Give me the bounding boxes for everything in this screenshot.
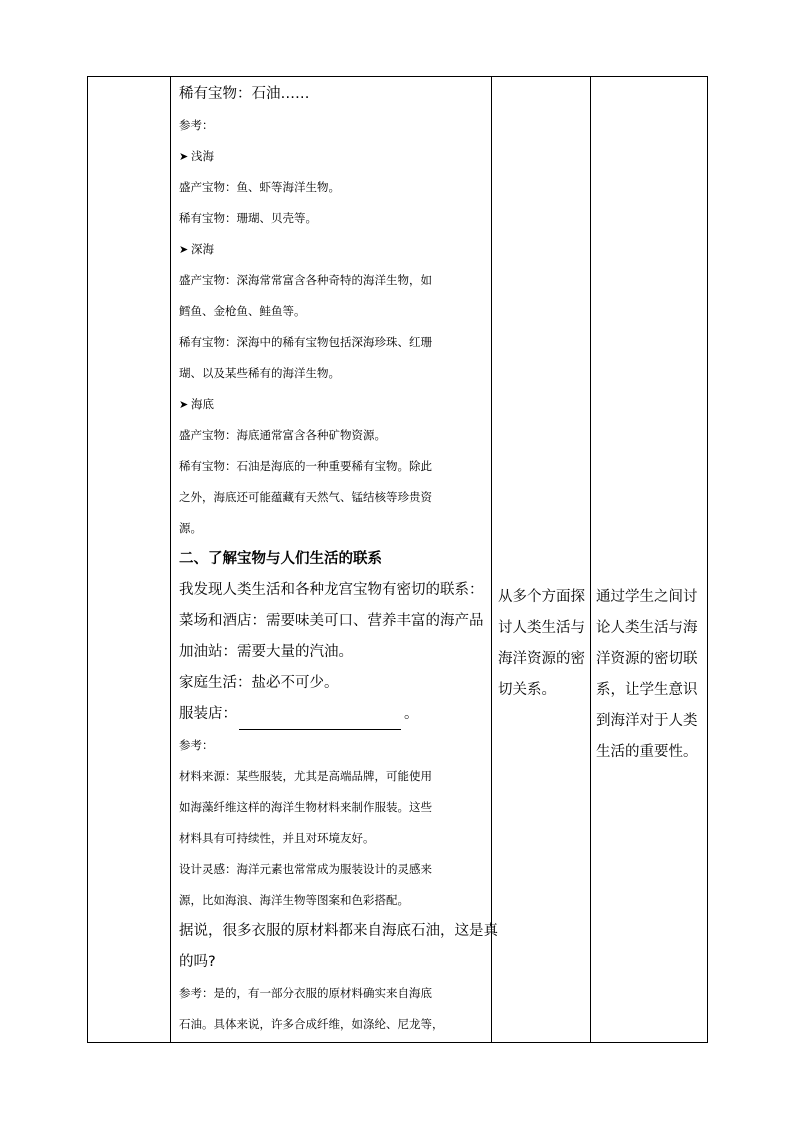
seafloor-rare-line: 源。 [179, 521, 202, 535]
activity-column [498, 582, 588, 706]
seafloor-rare-line: 稀有宝物：石油是海底的一种重要稀有宝物。除此 [179, 459, 432, 473]
rare-oil-line: 稀有宝物：石油…… [179, 86, 310, 102]
clothing-label: 服装店： [179, 706, 237, 722]
content-column [179, 79, 498, 1040]
material-line: 如海藻纤维这样的海洋生物材料来制作服装。这些 [179, 800, 432, 814]
intent-line: 论人类生活与海 [596, 620, 698, 636]
seafloor-rare-line: 之外，海底还可能蕴藏有天然气、锰结核等珍贵资 [179, 490, 432, 504]
material-line: 材料来源：某些服装，尤其是高端品牌，可能使用 [179, 769, 432, 783]
column-divider-1 [170, 77, 171, 1042]
design-line: 源，比如海浪、海洋生物等图案和色彩搭配。 [179, 893, 409, 907]
seafloor-heading [179, 389, 489, 420]
activity-line: 从多个方面探 [498, 589, 585, 605]
answer-line: 石油。具体来说，许多合成纤维，如涤纶、尼龙等， [179, 1017, 444, 1031]
home-line: 家庭生活：盐必不可少。 [179, 675, 339, 691]
activity-line: 海洋资源的密 [498, 651, 585, 667]
intent-line: 生活的重要性。 [596, 744, 698, 760]
deep-rare-line: 稀有宝物：深海中的稀有宝物包括深海珍珠、红珊 [179, 335, 432, 349]
market-line: 菜场和酒店：需要味美可口、营养丰富的海产品 [179, 613, 484, 629]
activity-line: 切关系。 [498, 682, 556, 698]
shallow-rare-line: 稀有宝物：珊瑚、贝壳等。 [179, 211, 317, 225]
column-divider-3 [590, 77, 591, 1042]
deep-sea-heading [179, 234, 489, 265]
question-line: 据说，很多衣服的原材料都来自海底石油，这是真 [179, 923, 498, 939]
shallow-sea-heading [179, 141, 489, 172]
reference-label: 参考： [179, 738, 214, 752]
material-line: 材料具有可持续性，并且对环境友好。 [179, 831, 375, 845]
deep-rich-line: 盛产宝物：深海常常富含各种奇特的海洋生物，如 [179, 273, 432, 287]
deep-sea-title: 深海 [191, 242, 214, 256]
clothing-blank-field[interactable] [239, 713, 401, 730]
deep-rare-line: 瑚、以及某些稀有的海洋生物。 [179, 366, 340, 380]
gas-station-line: 加油站：需要大量的汽油。 [179, 644, 353, 660]
clothing-end: 。 [404, 706, 419, 722]
intent-line: 洋资源的密切联 [596, 651, 698, 667]
shallow-sea-title: 浅海 [191, 149, 214, 163]
intent-line: 通过学生之间讨 [596, 589, 698, 605]
seafloor-rich-line: 盛产宝物：海底通常富含各种矿物资源。 [179, 428, 386, 442]
section-two-title: 二、了解宝物与人们生活的联系 [179, 551, 382, 567]
clothing-line [179, 699, 489, 730]
column-divider-2 [491, 77, 492, 1042]
arrow-bullet-icon: ➤ [179, 243, 189, 256]
seafloor-title: 海底 [191, 397, 214, 411]
deep-rich-line: 鳕鱼、金枪鱼、鲑鱼等。 [179, 304, 306, 318]
question-line: 的吗? [179, 954, 216, 970]
intent-column [596, 582, 706, 768]
activity-line: 讨人类生活与 [498, 620, 585, 636]
lesson-table [87, 76, 708, 1043]
arrow-bullet-icon: ➤ [179, 150, 189, 163]
intent-line: 到海洋对于人类 [596, 713, 698, 729]
shallow-rich-line: 盛产宝物：鱼、虾等海洋生物。 [179, 180, 340, 194]
design-line: 设计灵感：海洋元素也常常成为服装设计的灵感来 [179, 862, 432, 876]
arrow-bullet-icon: ➤ [179, 398, 189, 411]
answer-line: 参考：是的，有一部分衣服的原材料确实来自海底 [179, 986, 432, 1000]
intent-line: 系，让学生意识 [596, 682, 698, 698]
reference-label: 参考： [179, 118, 214, 132]
connection-intro: 我发现人类生活和各种龙宫宝物有密切的联系： [179, 582, 484, 598]
